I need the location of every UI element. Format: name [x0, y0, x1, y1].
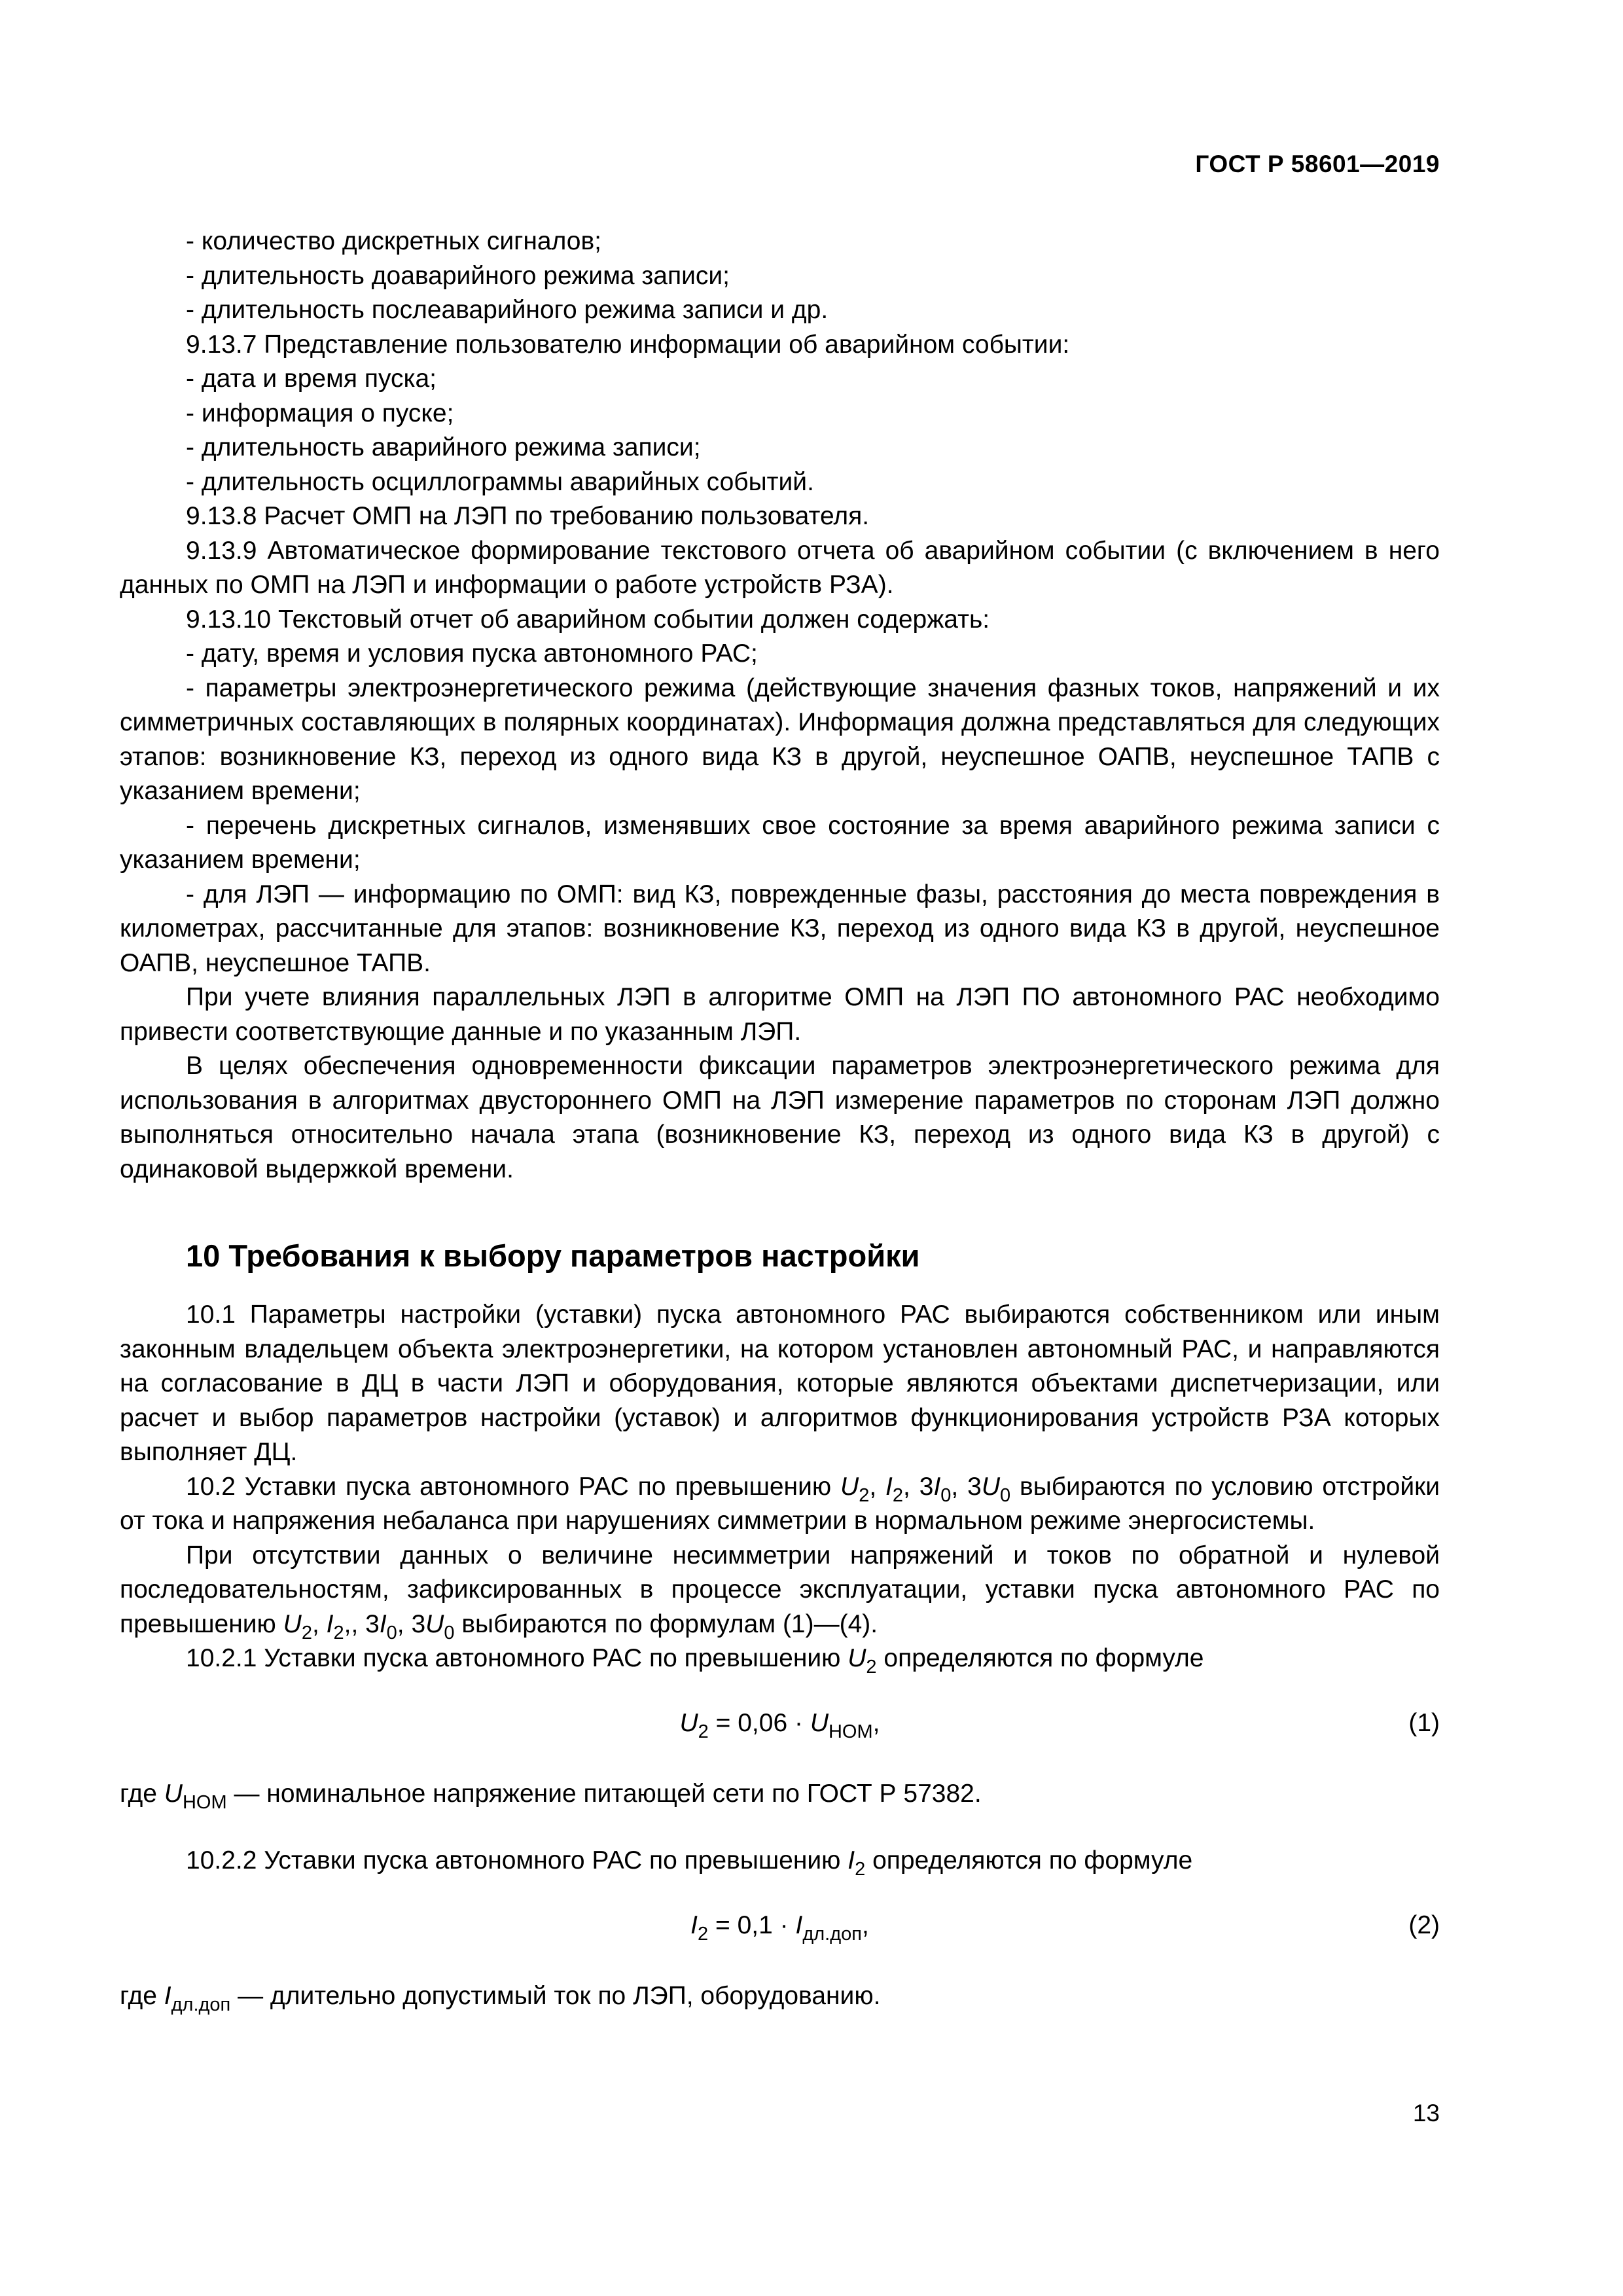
- clause-9-13-7: 9.13.7 Представление пользователю информации об аварийном событии:: [186, 330, 1070, 359]
- text-run: 10.2.1 Уставки пуска автономного РАС по превышению: [186, 1644, 848, 1672]
- list-item: - длительность осциллограммы аварийных событий.: [186, 467, 814, 496]
- text-run: При отсутствии данных о величине несимметрии напряжений и токов по обратной и нулевой последовательностям, зафиксированных в процессе эксплуатации, уставки пуска автономного РАС по превышению: [120, 1541, 1440, 1638]
- where-clause: где $U_{НОМ}$ — номинальное напряжение питающей сети по ГОСТ Р 57382.: [120, 1779, 982, 1813]
- equation-1: $U_2 = 0,06 \cdot U_{НОМ}$,: [679, 1708, 880, 1742]
- paragraph: При отсутствии данных о величине несимметрии напряжений и токов по обратной и нулевой последовательностям, зафиксированных в процессе эксплуатации, уставки пуска автономного РАС по превышению $U_2$, $I_2$,, $3I_0$, $3U_0$ выбираются по формулам (1)—(4).: [120, 1541, 1440, 1643]
- clause-10-2-1: 10.2.1 Уставки пуска автономного РАС по превышению $U_2$ определяются по формуле: [186, 1644, 1204, 1677]
- list-item: - длительность аварийного режима записи;: [186, 433, 701, 461]
- list-item: - длительность послеаварийного режима записи и др.: [186, 296, 829, 324]
- clause-9-13-8: 9.13.8 Расчет ОМП на ЛЭП по требованию пользователя.: [186, 502, 870, 530]
- text-run: — длительно допустимый ток по ЛЭП, оборудованию.: [230, 1981, 881, 2010]
- equation-2-row: [120, 1909, 1440, 1943]
- text-run: 10.2.2 Уставки пуска автономного РАС по превышению: [186, 1846, 848, 1874]
- equation-1-row: [120, 1706, 1440, 1740]
- where-clause: где $I_{дл.доп}$ — длительно допустимый ток по ЛЭП, оборудованию.: [120, 1981, 881, 2015]
- text-run: выбираются по условию отстройки от тока и напряжения небаланса при нарушениях симметрии в нормальном режиме энергосистемы.: [120, 1472, 1440, 1535]
- text-run: где: [120, 1779, 164, 1808]
- text-run: 10.2 Уставки пуска автономного РАС по превышению: [186, 1472, 841, 1501]
- paragraph: При учете влияния параллельных ЛЭП в алгоритме ОМП на ЛЭП ПО автономного РАС необходимо привести соответствующие данные и по указанным ЛЭП.: [120, 983, 1440, 1046]
- text-run: где: [120, 1981, 164, 2010]
- equation-number: (1): [1408, 1708, 1440, 1737]
- text-run: — номинальное напряжение питающей сети по ГОСТ Р 57382.: [226, 1779, 982, 1808]
- equation-2: $I_2 = 0,1 \cdot I_{дл.доп}$,: [690, 1910, 869, 1945]
- section-10-title: 10 Требования к выбору параметров настройки: [186, 1238, 920, 1273]
- list-item: - длительность доаварийного режима записи;: [186, 261, 730, 290]
- text-run: определяются по формуле: [876, 1644, 1204, 1672]
- list-item: - перечень дискретных сигналов, изменявших свое состояние за время аварийного режима записи с указанием времени;: [120, 811, 1440, 874]
- clause-10-2-2: 10.2.2 Уставки пуска автономного РАС по превышению $I_2$ определяются по формуле: [186, 1846, 1193, 1880]
- list-item: - количество дискретных сигналов;: [186, 227, 602, 255]
- list-item: - дата и время пуска;: [186, 365, 437, 393]
- clause-9-13-9: 9.13.9 Автоматическое формирование текстового отчета об аварийном событии (с включением в него данных по ОМП на ЛЭП и информации о работе устройств РЗА).: [120, 536, 1440, 599]
- clause-9-13-10: 9.13.10 Текстовый отчет об аварийном событии должен содержать:: [186, 605, 990, 634]
- clause-10-1: 10.1 Параметры настройки (уставки) пуска автономного РАС выбираются собственником или иным законным владельцем объекта электроэнергетики, на котором установлен автономный РАС, и направляются на согласование в ДЦ в части ЛЭП и оборудования, которые являются объектами диспетчеризации, или расчет и выбор параметров настройки (уставок) и алгоритмов функционирования устройств РЗА которых выполняет ДЦ.: [120, 1300, 1440, 1466]
- list-item: - информация о пуске;: [186, 399, 454, 427]
- text-run: определяются по формуле: [865, 1846, 1193, 1874]
- list-item: - для ЛЭП — информацию по ОМП: вид КЗ, поврежденные фазы, расстояния до места повреждения в километрах, рассчитанные для этапов: возникновение КЗ, переход из одного вида КЗ в другой, неуспешное ОАПВ, неуспешное ТАПВ.: [120, 880, 1440, 977]
- standard-header: ГОСТ Р 58601—2019: [1195, 151, 1440, 177]
- page-number: 13: [1412, 2100, 1440, 2126]
- paragraph: В целях обеспечения одновременности фиксации параметров электроэнергетического режима для использования в алгоритмах двустороннего ОМП на ЛЭП измерение параметров по сторонам ЛЭП должно выполняться относительно начала этапа (возникновение КЗ, переход из одного вида КЗ в другой) с одинаковой выдержкой времени.: [120, 1052, 1440, 1183]
- text-run: выбираются по формулам (1)—(4).: [454, 1609, 878, 1638]
- equation-number: (2): [1408, 1910, 1440, 1939]
- clause-10-2: 10.2 Уставки пуска автономного РАС по превышению $U_2$, $I_2$, $3I_0$, $3U_0$ выбираются по условию отстройки от тока и напряжения небаланса при нарушениях симметрии в нормальном режиме энергосистемы.: [120, 1472, 1440, 1535]
- list-item: - параметры электроэнергетического режима (действующие значения фазных токов, напряжений и их симметричных составляющих в полярных координатах). Информация должна представляться для следующих этапов: возникновение КЗ, переход из одного вида КЗ в другой, неуспешное ОАПВ, неуспешное ТАПВ с указанием времени;: [120, 673, 1440, 805]
- document-body: [120, 224, 1440, 2013]
- list-item: - дату, время и условия пуска автономного РАС;: [186, 639, 758, 668]
